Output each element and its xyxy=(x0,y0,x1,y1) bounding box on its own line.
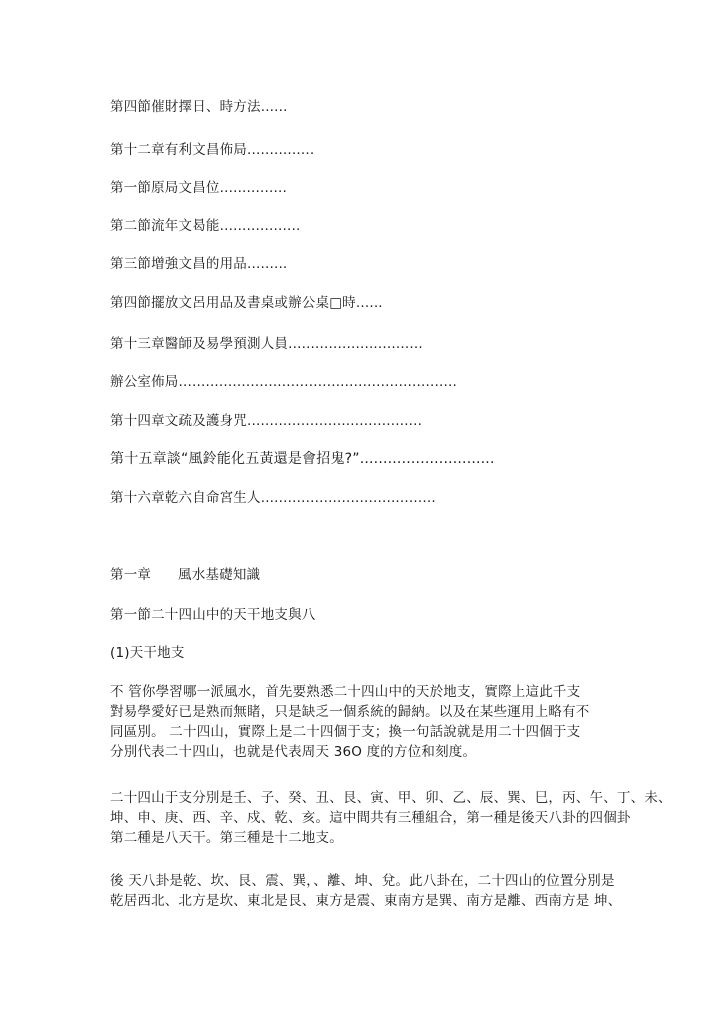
chapter-heading: 第一章 風水基礎知識 xyxy=(110,567,261,583)
toc-entry: 第三節增強文昌的用品......... xyxy=(110,256,288,272)
paragraph-line: 二十四山于支分別是壬、子、癸、丑、艮、寅、甲、卯、乙、辰、巽、巳，丙、午、丁、未、 xyxy=(110,790,672,806)
paragraph-line: 第二種是八天干。第三種是十二地支。 xyxy=(110,830,343,846)
toc-entry: 第十三章醫師及易學預測人員.............................. xyxy=(110,336,423,352)
toc-entry: 第四節催財擇日、時方法...... xyxy=(110,99,288,115)
toc-entry: 第十六章乾六自命宮生人....................................... xyxy=(110,490,436,506)
paragraph-line: 乾居西北、北方是坎、東北是艮、東方是震、東南方是巽、南方是離、西南方是 坤、 xyxy=(110,893,622,909)
toc-entry: 第十二章有利文昌佈局............... xyxy=(110,142,315,158)
toc-entry: 辦公室佈局.............................................................. xyxy=(110,374,457,390)
paragraph-line: 對易學愛好已是熟而無睹，只是缺乏一個系統的歸納。以及在某些運用上略有不 xyxy=(110,704,590,720)
toc-entry: 第十五章談“風鈴能化五黃還是會招鬼?”............................. xyxy=(110,451,495,467)
paragraph-line: 坤、申、庚、西、辛、戍、乾、亥。這中間共有三種組合，第一種是後天八卦的四個卦 xyxy=(110,810,631,826)
toc-entry: 第一節原局文昌位............... xyxy=(110,180,287,196)
body-paragraph xyxy=(110,788,672,848)
paragraph-line: 同區別。 二十四山，實際上是二十四個于支；換一句話說就是用二十四個于支 xyxy=(110,724,581,740)
paragraph-line: 後 天八卦是乾、坎、艮、震、巽，、離、坤、兌。此八卦在，二十四山的位置分別是 xyxy=(110,873,615,889)
toc-entry: 第四節擺放文呂用品及書桌或辦公桌□時...... xyxy=(110,295,383,311)
toc-entry: 第二節流年文曷能.................. xyxy=(110,218,301,234)
paragraph-line: 不 管你學習哪一派風水，首先要熟悉二十四山中的天於地支，實際上這此千支 xyxy=(110,684,581,700)
section-heading: 第一節二十四山中的天干地支與八 xyxy=(110,607,316,623)
toc-entry: 第十四章文疏及護身咒....................................... xyxy=(110,413,423,429)
paragraph-line: 分別代表二十四山，也就是代表周天 36O 度的方位和刻度。 xyxy=(110,744,477,760)
subsection-heading: (1)天干地支 xyxy=(110,645,185,661)
body-paragraph xyxy=(110,682,630,762)
body-paragraph xyxy=(110,871,630,911)
